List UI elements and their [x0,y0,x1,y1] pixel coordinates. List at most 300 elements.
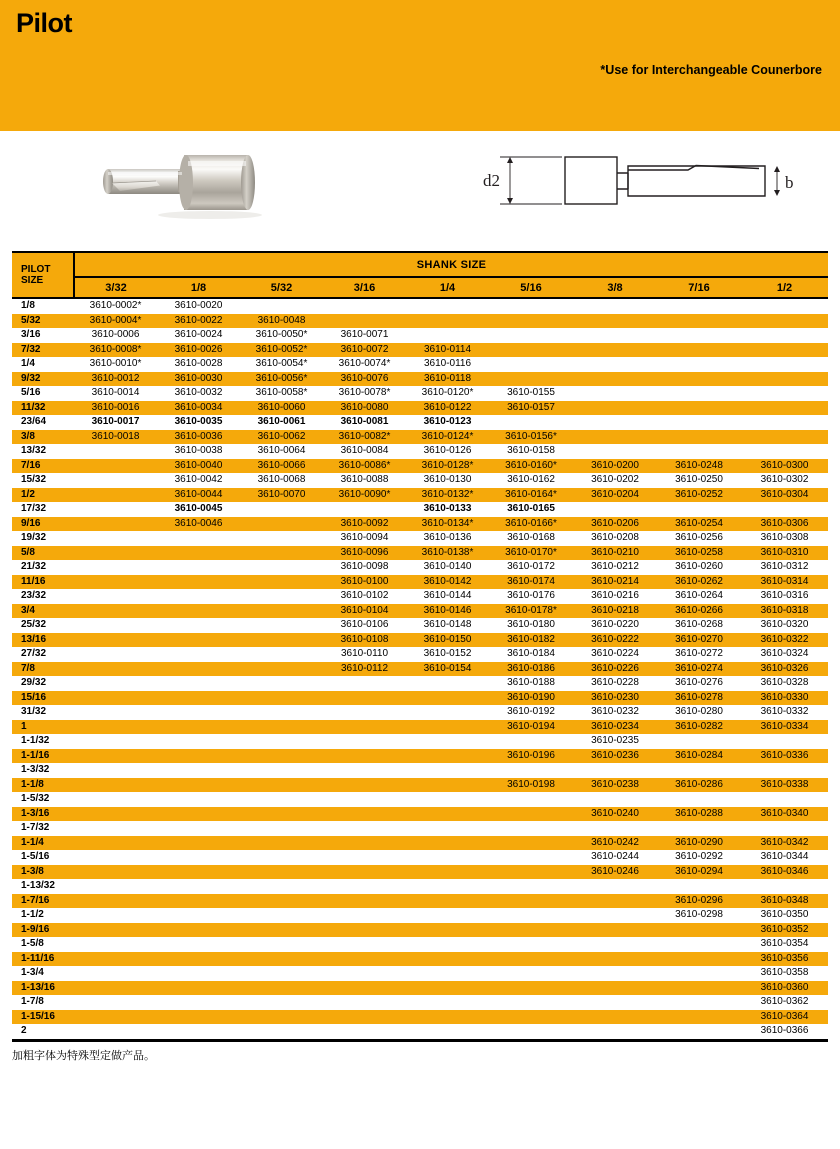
part-number-cell: 3610-0110 [340,648,389,659]
part-number-cell: 3610-0004* [89,314,142,326]
part-number-cell: 3610-0126 [423,445,472,456]
pilot-size-cell: 1 [21,720,27,732]
part-number-cell: 3610-0076 [340,372,389,384]
part-number-cell [657,343,741,358]
table-row [12,1024,828,1039]
part-number-cell: 3610-0188 [507,677,555,688]
part-number-cell [573,343,657,358]
part-number-cell [489,807,573,822]
part-number-cell [240,894,323,909]
table-row [12,517,828,532]
part-number-cell: 3610-0024 [174,329,223,340]
part-number-cell: 3610-0040 [174,459,223,471]
part-number-cell: 3610-0020 [174,300,223,311]
part-number-cell [657,1024,741,1039]
part-number-cell [240,647,323,662]
part-number-cell [74,444,157,459]
part-number-cell: 3610-0324 [760,648,809,659]
part-number-cell: 3610-0096 [340,546,389,558]
part-number-cell [240,995,323,1010]
part-number-cell: 3610-0286 [675,778,723,790]
part-number-cell [573,937,657,952]
part-number-cell: 3610-0228 [591,677,639,688]
part-number-cell: 3610-0220 [591,619,639,630]
part-number-cell [157,575,240,590]
part-number-cell: 3610-0014 [91,387,140,398]
part-number-cell [240,952,323,967]
part-number-cell [240,850,323,865]
pilot-size-cell: 27/32 [21,648,47,659]
part-number-cell: 3610-0334 [760,720,809,732]
part-number-cell [489,734,573,749]
part-number-cell [406,807,489,822]
part-number-cell [74,1024,157,1039]
pilot-size-cell: 1-1/2 [21,909,44,920]
table-footnote: 加粗字体为特殊型定做产品。 [12,1050,155,1062]
part-number-cell [157,676,240,691]
part-number-cell: 3610-0190 [507,691,555,703]
pilot-size-cell: 15/32 [21,474,47,485]
part-number-cell: 3610-0017 [91,416,140,427]
part-number-cell: 3610-0168 [507,532,555,543]
pilot-size-cell: 1-7/8 [21,996,44,1007]
part-number-cell: 3610-0182 [507,633,555,645]
part-number-cell [157,560,240,575]
part-number-cell [406,894,489,909]
part-number-cell [573,763,657,778]
page-header-banner [0,0,840,131]
part-number-cell [741,444,828,459]
shank-column-header: 1/4 [406,277,489,298]
table-row [12,894,828,909]
part-number-cell: 3610-0146 [423,604,472,616]
part-number-cell [406,836,489,851]
part-number-cell [323,691,406,706]
part-number-cell: 3610-0036 [174,430,223,442]
table-row [12,691,828,706]
part-number-cell [74,966,157,981]
part-number-cell [741,298,828,314]
part-number-cell [157,821,240,836]
part-number-cell [157,836,240,851]
part-number-cell: 3610-0048 [257,314,306,326]
part-number-cell: 3610-0298 [675,909,723,920]
part-number-cell [157,908,240,923]
part-number-cell [323,676,406,691]
part-number-cell: 3610-0266 [675,604,723,616]
part-number-cell: 3610-0198 [507,778,555,790]
part-number-cell: 3610-0304 [760,488,809,500]
part-number-cell [74,676,157,691]
part-number-cell: 3610-0156* [505,430,557,442]
part-number-cell [323,1010,406,1025]
part-number-cell [573,908,657,923]
part-number-cell [74,981,157,996]
part-number-cell: 3610-0302 [760,474,809,485]
part-number-cell: 3610-0045 [174,503,223,514]
pilot-size-header-line2: SIZE [21,275,44,286]
part-number-cell [74,720,157,735]
table-row [12,386,828,401]
table-row [12,604,828,619]
part-number-cell [323,1024,406,1039]
part-number-cell [74,691,157,706]
part-number-cell [489,981,573,996]
part-number-cell: 3610-0348 [760,894,809,906]
part-number-cell [74,821,157,836]
part-number-cell [157,691,240,706]
table-row [12,633,828,648]
part-number-cell: 3610-0232 [591,706,639,717]
shank-column-header: 1/2 [741,277,828,298]
part-number-cell [157,995,240,1010]
table-row [12,850,828,865]
table-row [12,372,828,387]
part-number-cell [489,879,573,894]
part-number-cell [489,298,573,314]
part-number-cell: 3610-0165 [507,503,555,514]
pilot-size-cell: 3/4 [21,604,35,616]
part-number-cell [157,966,240,981]
part-number-cell [74,879,157,894]
part-number-cell [240,763,323,778]
part-number-cell [489,850,573,865]
part-number-cell [157,807,240,822]
table-row [12,314,828,329]
part-number-cell [657,357,741,372]
part-number-cell [240,792,323,807]
part-number-cell [240,778,323,793]
part-number-cell: 3610-0248 [675,459,723,471]
table-header [12,253,828,298]
part-number-cell: 3610-0240 [591,807,639,819]
part-number-cell: 3610-0134* [421,517,474,529]
product-imagery-section [0,131,840,248]
part-number-cell [74,647,157,662]
part-number-cell: 3610-0108 [340,633,389,645]
specification-table-container [12,253,828,1039]
part-number-cell [741,343,828,358]
part-number-cell [489,1010,573,1025]
table-row [12,836,828,851]
shank-column-header: 3/8 [573,277,657,298]
part-number-cell [240,1010,323,1025]
table-row [12,662,828,677]
part-number-cell [489,415,573,430]
part-number-cell [741,372,828,387]
part-number-cell: 3610-0130 [423,474,472,485]
part-number-cell: 3610-0116 [423,358,472,369]
part-number-cell: 3610-0222 [591,633,639,645]
part-number-cell [240,604,323,619]
part-number-cell [157,604,240,619]
pilot-product-photo [60,139,360,239]
part-number-cell [657,502,741,517]
part-number-cell [74,749,157,764]
pilot-size-cell: 1-1/16 [21,749,50,761]
part-number-cell [157,705,240,720]
pilot-size-cell: 5/16 [21,387,41,398]
pilot-size-cell: 1-15/16 [21,1010,55,1022]
part-number-cell [573,328,657,343]
pilot-size-cell: 1-7/16 [21,894,50,906]
pilot-size-cell: 3/8 [21,430,35,442]
part-number-cell [323,865,406,880]
pilot-size-cell: 31/32 [21,706,47,717]
pilot-size-cell: 1-3/16 [21,807,50,819]
part-number-cell: 3610-0360 [760,981,809,993]
part-number-cell [573,894,657,909]
shank-column-header: 1/8 [157,277,240,298]
pilot-size-cell: 1-1/32 [21,735,50,746]
part-number-cell [240,676,323,691]
part-number-cell [157,720,240,735]
table-row [12,589,828,604]
part-number-cell [157,633,240,648]
part-number-cell [157,923,240,938]
part-number-cell: 3610-0100 [340,575,389,587]
part-number-cell [406,850,489,865]
table-row [12,908,828,923]
part-number-cell: 3610-0194 [507,720,555,732]
part-number-cell [157,981,240,996]
part-number-cell: 3610-0362 [760,996,809,1007]
part-number-cell: 3610-0084 [340,445,389,456]
part-number-cell: 3610-0332 [760,706,809,717]
part-number-cell [74,589,157,604]
part-number-cell: 3610-0002* [89,300,142,311]
part-number-cell [74,502,157,517]
part-number-cell: 3610-0098 [340,561,389,572]
part-number-cell: 3610-0346 [760,865,809,877]
part-number-cell [573,314,657,329]
part-number-cell [74,865,157,880]
part-number-cell: 3610-0208 [591,532,639,543]
table-row [12,981,828,996]
table-row [12,966,828,981]
part-number-cell [489,792,573,807]
table-row [12,1010,828,1025]
part-number-cell [489,894,573,909]
part-number-cell: 3610-0206 [591,517,639,529]
part-number-cell: 3610-0128* [421,459,474,471]
part-number-cell: 3610-0044 [174,488,223,500]
part-number-cell [74,836,157,851]
part-number-cell: 3610-0154 [423,662,472,674]
part-number-cell [240,705,323,720]
pilot-size-cell: 1-1/4 [21,836,44,848]
part-number-cell [157,865,240,880]
part-number-cell [240,981,323,996]
table-body [12,298,828,1039]
part-number-cell [323,763,406,778]
part-number-cell: 3610-0174 [507,575,555,587]
part-number-cell: 3610-0080 [340,401,389,413]
part-number-cell: 3610-0090* [338,488,391,500]
part-number-cell: 3610-0238 [591,778,639,790]
part-number-cell: 3610-0094 [340,532,389,543]
pilot-technical-diagram [480,137,830,242]
part-number-cell [489,357,573,372]
part-number-cell [573,430,657,445]
part-number-cell [741,314,828,329]
part-number-cell [74,1010,157,1025]
pilot-size-cell: 29/32 [21,677,47,688]
part-number-cell: 3610-0284 [675,749,723,761]
part-number-cell [74,908,157,923]
part-number-cell [157,589,240,604]
part-number-cell: 3610-0148 [423,619,472,630]
pilot-size-cell: 13/16 [21,633,47,645]
part-number-cell: 3610-0114 [423,343,472,355]
part-number-cell [323,966,406,981]
part-number-cell [406,705,489,720]
part-number-cell [157,763,240,778]
part-number-cell: 3610-0364 [760,1010,809,1022]
part-number-cell: 3610-0270 [675,633,723,645]
part-number-cell: 3610-0356 [760,952,809,964]
part-number-cell [489,314,573,329]
part-number-cell: 3610-0258 [675,546,723,558]
part-number-cell [573,966,657,981]
part-number-cell [323,981,406,996]
part-number-cell: 3610-0318 [760,604,809,616]
part-number-cell: 3610-0034 [174,401,223,413]
part-number-cell [74,473,157,488]
table-row [12,488,828,503]
part-number-cell [74,850,157,865]
part-number-cell [657,966,741,981]
part-number-cell [741,357,828,372]
part-number-cell [489,966,573,981]
part-number-cell: 3610-0074* [338,358,391,369]
shank-column-header: 3/16 [323,277,406,298]
part-number-cell [240,1024,323,1039]
pilot-size-cell: 1-9/16 [21,923,50,935]
pilot-size-cell: 2 [21,1025,27,1036]
part-number-cell: 3610-0050* [255,329,308,340]
part-number-cell [323,734,406,749]
part-number-cell [74,923,157,938]
part-number-cell: 3610-0236 [591,749,639,761]
table-row [12,473,828,488]
part-number-cell: 3610-0068 [257,474,306,485]
part-number-cell [489,1024,573,1039]
part-number-cell: 3610-0028 [174,358,223,369]
part-number-cell [74,937,157,952]
part-number-cell [489,908,573,923]
part-number-cell [489,923,573,938]
table-row [12,298,828,314]
part-number-cell [406,314,489,329]
part-number-cell [573,386,657,401]
part-number-cell [240,575,323,590]
part-number-cell: 3610-0150 [423,633,472,645]
part-number-cell: 3610-0016 [91,401,140,413]
part-number-cell: 3610-0026 [174,343,223,355]
part-number-cell [573,995,657,1010]
part-number-cell: 3610-0180 [507,619,555,630]
table-row [12,749,828,764]
part-number-cell [74,546,157,561]
part-number-cell [323,894,406,909]
part-number-cell [240,879,323,894]
part-number-cell: 3610-0196 [507,749,555,761]
part-number-cell [489,821,573,836]
part-number-cell [74,531,157,546]
part-number-cell: 3610-0306 [760,517,809,529]
part-number-cell [741,879,828,894]
part-number-cell [489,865,573,880]
part-number-cell [657,879,741,894]
part-number-cell [406,952,489,967]
table-row [12,531,828,546]
pilot-size-cell: 7/8 [21,662,35,674]
part-number-cell: 3610-0162 [507,474,555,485]
part-number-cell [406,821,489,836]
part-number-cell [657,952,741,967]
page-title: Pilot [16,8,72,38]
table-row [12,459,828,474]
part-number-cell [406,792,489,807]
part-number-cell: 3610-0140 [423,561,472,572]
part-number-cell: 3610-0178* [505,604,557,616]
table-row [12,705,828,720]
part-number-cell [406,749,489,764]
table-header-row-group [12,253,828,277]
part-number-cell [657,995,741,1010]
part-number-cell [74,705,157,720]
part-number-cell [157,618,240,633]
part-number-cell: 3610-0164* [505,488,557,500]
part-number-cell [323,850,406,865]
part-number-cell [157,894,240,909]
part-number-cell: 3610-0216 [591,590,639,601]
part-number-cell [406,676,489,691]
table-row [12,444,828,459]
part-number-cell [157,792,240,807]
part-number-cell: 3610-0062 [257,430,306,442]
part-number-cell: 3610-0008* [89,343,142,355]
part-number-cell [240,589,323,604]
table-row [12,995,828,1010]
part-number-cell: 3610-0088 [340,474,389,485]
shank-size-group-header: SHANK SIZE [74,253,828,277]
part-number-cell: 3610-0344 [760,851,809,862]
part-number-cell [74,560,157,575]
part-number-cell: 3610-0184 [507,648,555,659]
table-row [12,821,828,836]
part-number-cell: 3610-0102 [340,590,389,601]
part-number-cell: 3610-0308 [760,532,809,543]
pilot-size-cell: 19/32 [21,532,47,543]
part-number-cell [157,952,240,967]
part-number-cell: 3610-0142 [423,575,472,587]
part-number-cell: 3610-0322 [760,633,809,645]
part-number-cell: 3610-0022 [174,314,223,326]
part-number-cell [240,749,323,764]
part-number-cell [657,981,741,996]
pilot-size-cell: 1-5/32 [21,793,50,804]
pilot-size-cell: 21/32 [21,561,47,572]
part-number-cell [406,1010,489,1025]
table-row [12,865,828,880]
part-number-cell: 3610-0230 [591,691,639,703]
part-number-cell [157,546,240,561]
part-number-cell [323,937,406,952]
part-number-cell [657,1010,741,1025]
part-number-cell [240,691,323,706]
